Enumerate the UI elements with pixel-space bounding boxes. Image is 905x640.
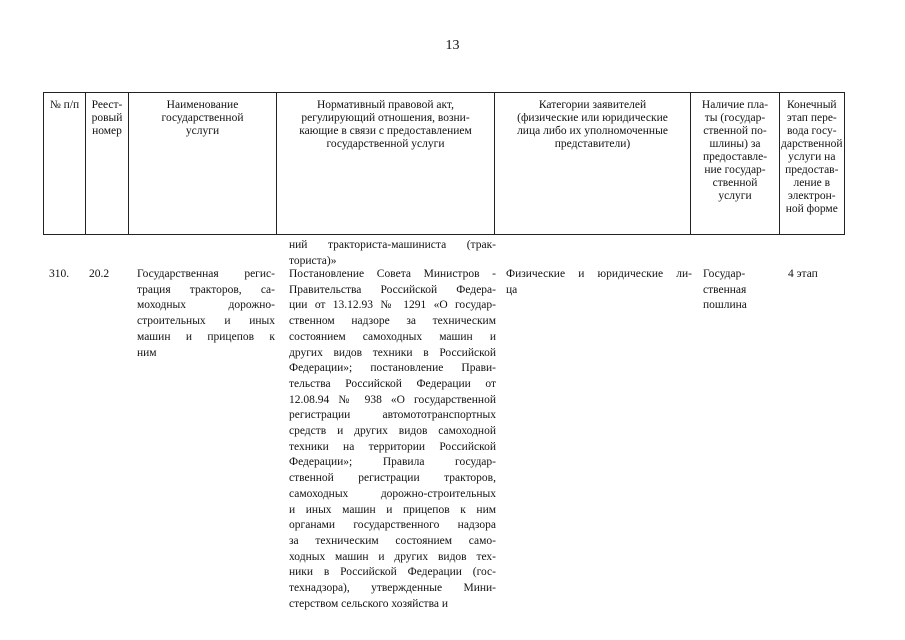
header-fee-line: Наличие пла- <box>701 99 769 111</box>
header-applicant-categories <box>495 93 691 235</box>
legal-act-line: стерством сельского хозяйства и <box>289 597 448 610</box>
header-final-stage-line: вода госу- <box>786 125 837 137</box>
header-fee-line: шлины) за <box>709 138 761 150</box>
legal-act-line: органами государственного надзора <box>289 519 496 532</box>
fee-line: Государ- <box>703 268 746 280</box>
header-final-stage-line: электрон- <box>787 190 836 202</box>
legal-act-line: технадзора), утвержденные Мини- <box>289 582 496 595</box>
header-final-stage-line: этап пере- <box>786 112 837 124</box>
legal-act-line: тельства Российской Федерации от <box>289 377 496 390</box>
header-applicant-categories-line: представители) <box>554 138 631 150</box>
row-service-name <box>137 267 275 361</box>
header-fee-line: ственной <box>712 177 758 189</box>
applicants-line: Физические и юридические ли- <box>506 268 692 280</box>
service-name-line: строительных и иных <box>137 315 275 328</box>
legal-act-line: ственном надзоре за техническим <box>289 315 496 328</box>
legal-act-line: за техническим состоянием само- <box>289 534 496 547</box>
header-registry-number-line: ровый <box>91 112 123 124</box>
legal-act-line: ции от 13.12.93 № 1291 «О государ- <box>289 299 496 312</box>
carryover-line: ний тракториста-машиниста (трак- <box>289 239 496 251</box>
header-final-stage-line: дарственной <box>781 138 843 150</box>
header-fee-line: ние государ- <box>704 164 766 176</box>
header-registry-number-line: номер <box>92 125 122 137</box>
carryover-line: ториста)» <box>289 254 337 267</box>
legal-act-line: Федерации»; постановление Прави- <box>289 362 496 375</box>
header-service-name-line: Наименование <box>166 99 239 111</box>
header-final-stage-line: услуги на <box>788 151 836 163</box>
legal-act-line: Постановление Совета Министров - <box>289 268 496 280</box>
row-registry-number: 20.2 <box>89 268 110 280</box>
header-service-name-line: услуги <box>185 125 220 137</box>
header-legal-act <box>277 93 495 235</box>
legal-act-line: самоходных дорожно-строительных <box>289 487 496 500</box>
row-legal-act <box>289 267 496 612</box>
header-table <box>43 92 845 235</box>
service-name-line: моходных дорожно- <box>137 299 275 312</box>
header-fee-line: ственной по- <box>703 125 767 137</box>
service-name-line: Государственная регис- <box>137 268 275 280</box>
header-legal-act-line: государственной услуги <box>326 138 445 150</box>
header-number: № п/п <box>44 93 86 235</box>
fee-line: пошлина <box>703 299 747 312</box>
header-final-stage <box>780 93 845 235</box>
row-number: 310. <box>49 268 70 280</box>
legal-act-line: ходных машин и других видов тех- <box>289 550 496 563</box>
legal-act-line: 12.08.94 № 938 «О государственной <box>289 393 496 406</box>
service-name-line: ним <box>137 346 157 359</box>
legal-act-line: ственной регистрации тракторов, <box>289 472 496 485</box>
header-registry-number-line: Реест- <box>91 99 123 111</box>
row-fee <box>703 267 783 314</box>
legal-act-line: других видов техники в Российской <box>289 346 496 359</box>
fee-line: ственная <box>703 283 747 296</box>
legal-act-line: средств и других видов самоходной <box>289 425 496 438</box>
legal-act-line: Федерации»; Правила государ- <box>289 456 496 469</box>
header-legal-act-line: кающие в связи с предоставлением <box>299 125 472 137</box>
header-applicant-categories-line: лица либо их уполномоченные <box>517 125 668 137</box>
legal-act-line: Правительства Российской Федера- <box>289 283 496 296</box>
legal-act-line: регистрации автомототранспортных <box>289 409 496 422</box>
carryover-text <box>289 238 496 269</box>
header-fee-line: услуги <box>718 190 752 202</box>
header-fee-line: ты (государ- <box>704 112 766 124</box>
header-final-stage-line: предостав- <box>785 164 839 176</box>
service-name-line: машин и прицепов к <box>137 330 275 343</box>
header-fee-line: предоставле- <box>702 151 768 163</box>
header-applicant-categories-line: Категории заявителей <box>538 99 647 111</box>
applicants-line: ца <box>506 283 518 296</box>
service-name-line: трация тракторов, са- <box>137 283 275 296</box>
page-number: 13 <box>445 38 460 53</box>
legal-act-line: состоянием самоходных машин и <box>289 330 496 343</box>
header-final-stage-line: ной форме <box>785 203 838 215</box>
header-service-name <box>129 93 277 235</box>
legal-act-line: ники в Российской Федерации (гос- <box>289 566 496 579</box>
legal-act-line: техники на территории Российской <box>289 440 496 453</box>
row-applicant-categories <box>506 267 692 298</box>
header-registry-number <box>86 93 129 235</box>
header-final-stage-line: ление в <box>793 177 831 189</box>
header-legal-act-line: регулирующий отношения, возни- <box>301 112 470 124</box>
header-final-stage-line: Конечный <box>786 99 837 111</box>
legal-act-line: и иных машин и прицепов к ним <box>289 503 496 516</box>
header-legal-act-line: Нормативный правовой акт, <box>317 99 454 111</box>
header-fee <box>691 93 780 235</box>
header-applicant-categories-line: (физические или юридические <box>517 112 668 124</box>
header-service-name-line: государственной <box>161 112 244 124</box>
row-final-stage: 4 этап <box>788 268 818 280</box>
